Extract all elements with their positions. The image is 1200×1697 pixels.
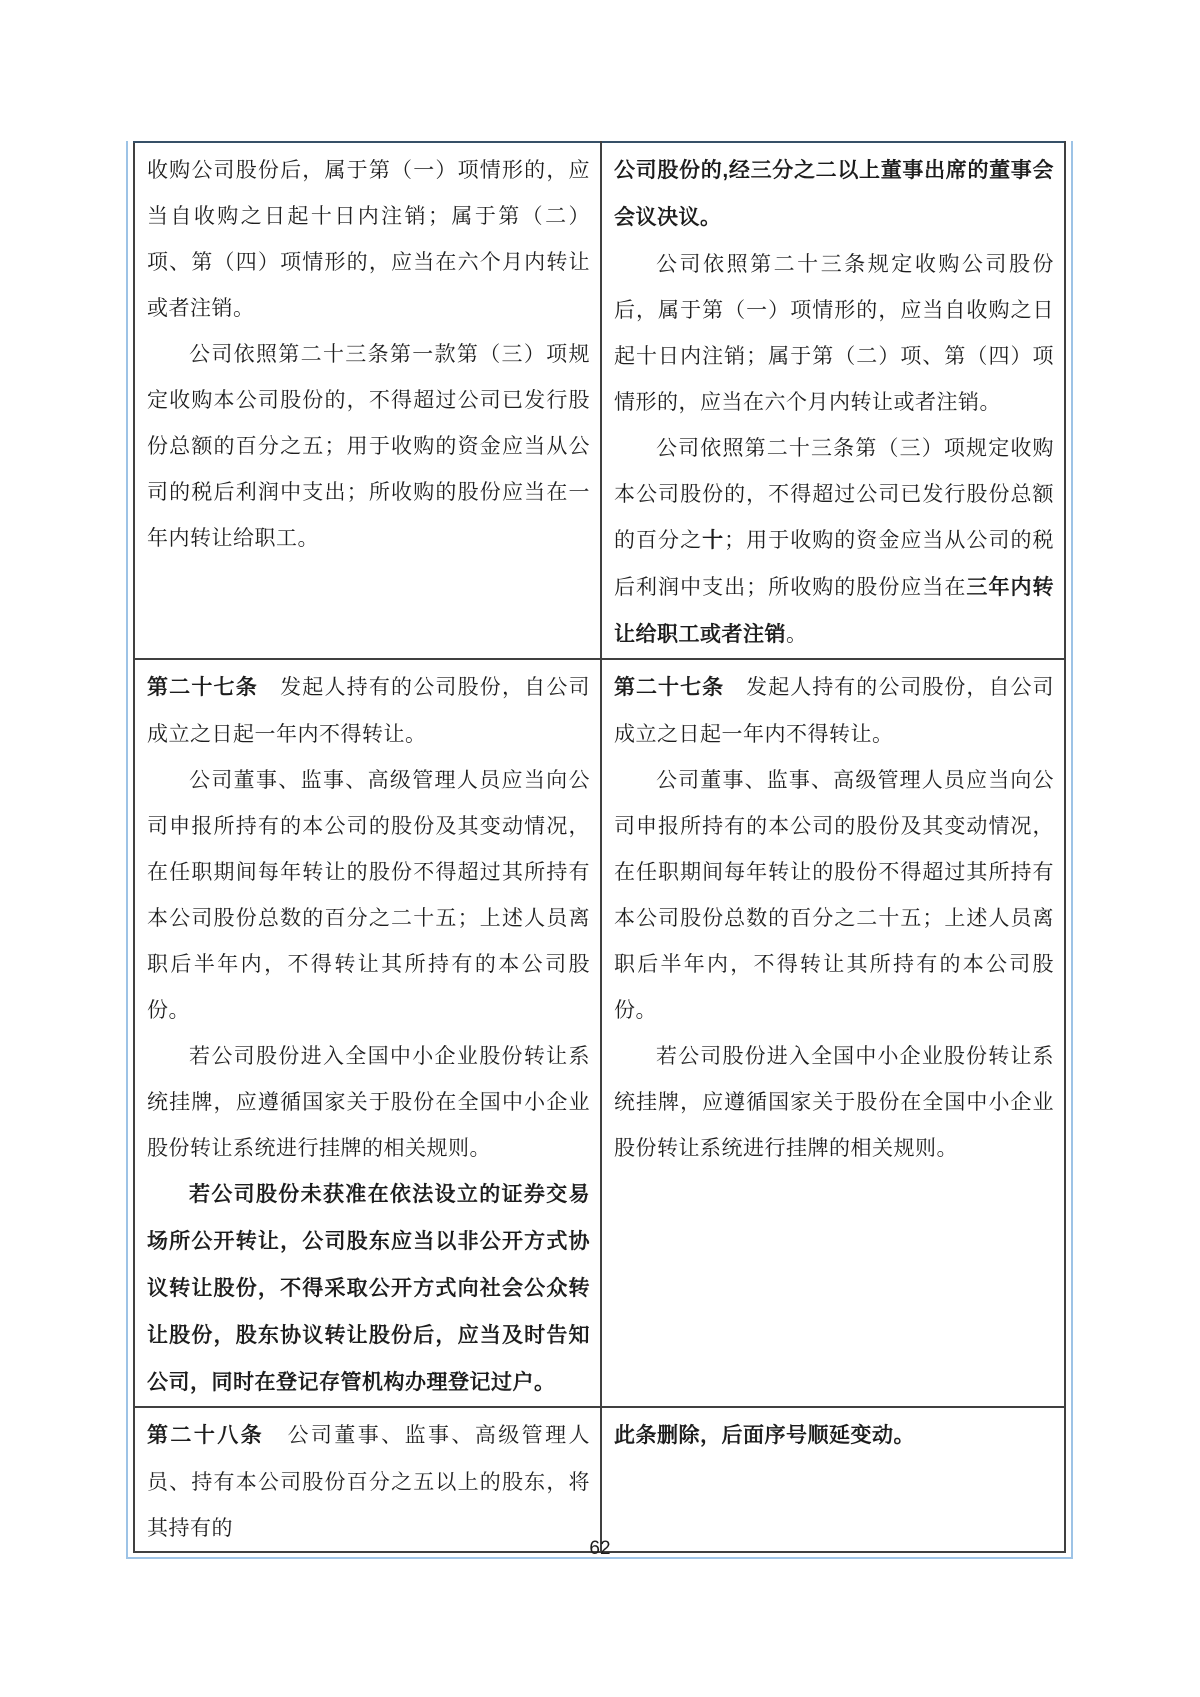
paragraph bbox=[147, 331, 590, 561]
paragraph bbox=[614, 241, 1054, 425]
bold-text-segment: 第二十七条 bbox=[614, 676, 725, 699]
table-row-article-buyback bbox=[134, 142, 1065, 659]
text-segment: 发起人持有的公司股份，自公司成立之日起一年内不得转让。 bbox=[614, 675, 1055, 746]
bold-text-segment: 此条删除，后面序号顺延变动。 bbox=[614, 1424, 915, 1447]
text-segment: 若公司股份进入全国中小企业股份转让系统挂牌，应遵循国家关于股份在全国中小企业股份转让系统进行挂牌的相关规则。 bbox=[614, 1044, 1054, 1160]
table-row-article-28 bbox=[134, 1407, 1065, 1552]
text-segment: 。 bbox=[786, 622, 808, 646]
paragraph bbox=[147, 1412, 590, 1551]
text-segment: 公司依照第二十三条规定收购公司股份后，属于第（一）项情形的，应当自收购之日起十日内注销；属于第（二）项、第（四）项情形的，应当在六个月内转让或者注销。 bbox=[614, 252, 1054, 414]
text-segment: 公司依照第二十三条第（三）项规定收购本公司股份的，不得超过公司已发行股份总额的百分之 bbox=[614, 436, 1054, 552]
page-number: 62 bbox=[589, 1538, 611, 1559]
paragraph bbox=[147, 1033, 590, 1171]
new-text-cell bbox=[601, 1407, 1065, 1552]
table-frame bbox=[126, 141, 1073, 1559]
paragraph bbox=[147, 664, 590, 757]
bold-text-segment: 第二十七条 bbox=[147, 676, 258, 699]
bold-text-segment: 公司股份的,经三分之二以上董事出席的董事会会议决议。 bbox=[614, 159, 1054, 229]
text-segment: 公司董事、监事、高级管理人员、持有本公司股份百分之五以上的股东，将其持有的 bbox=[147, 1423, 591, 1540]
text-segment: 发起人持有的公司股份，自公司成立之日起一年内不得转让。 bbox=[147, 675, 590, 746]
bold-text-segment: 第二十八条 bbox=[147, 1424, 265, 1447]
paragraph bbox=[614, 1033, 1054, 1171]
bold-text-segment: 三年内转让给职工或者注销 bbox=[614, 576, 1055, 646]
bold-text-segment: 若公司股份未获准在依法设立的证券交易场所公开转让，公司股东应当以非公开方式协议转让股份，不得采取公开方式向社会公众转让股份，股东协议转让股份后，应当及时告知公司，同时在登记存管机构办理登记过户。 bbox=[147, 1183, 590, 1394]
paragraph bbox=[614, 1412, 1054, 1459]
paragraph bbox=[147, 757, 590, 1033]
text-segment: 收购公司股份后，属于第（一）项情形的，应当自收购之日起十日内注销；属于第（二）项、第（四）项情形的，应当在六个月内转让或者注销。 bbox=[147, 158, 590, 320]
text-segment: 若公司股份进入全国中小企业股份转让系统挂牌，应遵循国家关于股份在全国中小企业股份转让系统进行挂牌的相关规则。 bbox=[147, 1044, 590, 1160]
text-segment: ；用于收购的资金应当从公司的税后利润中支出；所收购的股份应当在 bbox=[614, 528, 1055, 599]
paragraph bbox=[147, 1171, 590, 1406]
paragraph bbox=[614, 147, 1054, 241]
paragraph bbox=[614, 664, 1054, 757]
old-text-cell bbox=[134, 142, 601, 659]
paragraph bbox=[614, 425, 1054, 658]
paragraph bbox=[614, 757, 1054, 1033]
bold-text-segment: 十 bbox=[702, 529, 725, 552]
old-text-cell bbox=[134, 1407, 601, 1552]
text-segment: 公司董事、监事、高级管理人员应当向公司申报所持有的本公司的股份及其变动情况，在任职期间每年转让的股份不得超过其所持有本公司股份总数的百分之二十五；上述人员离职后半年内，不得转让其所持有的本公司股份。 bbox=[147, 768, 590, 1022]
new-text-cell bbox=[601, 142, 1065, 659]
text-segment: 公司董事、监事、高级管理人员应当向公司申报所持有的本公司的股份及其变动情况，在任职期间每年转让的股份不得超过其所持有本公司股份总数的百分之二十五；上述人员离职后半年内，不得转让其所持有的本公司股份。 bbox=[614, 768, 1054, 1022]
text-segment: 公司依照第二十三条第一款第（三）项规定收购本公司股份的，不得超过公司已发行股份总额的百分之五；用于收购的资金应当从公司的税后利润中支出；所收购的股份应当在一年内转让给职工。 bbox=[147, 342, 590, 550]
table-row-article-27 bbox=[134, 659, 1065, 1407]
old-text-cell bbox=[134, 659, 601, 1407]
new-text-cell bbox=[601, 659, 1065, 1407]
paragraph bbox=[147, 147, 590, 331]
revision-comparison-table bbox=[133, 141, 1066, 1553]
